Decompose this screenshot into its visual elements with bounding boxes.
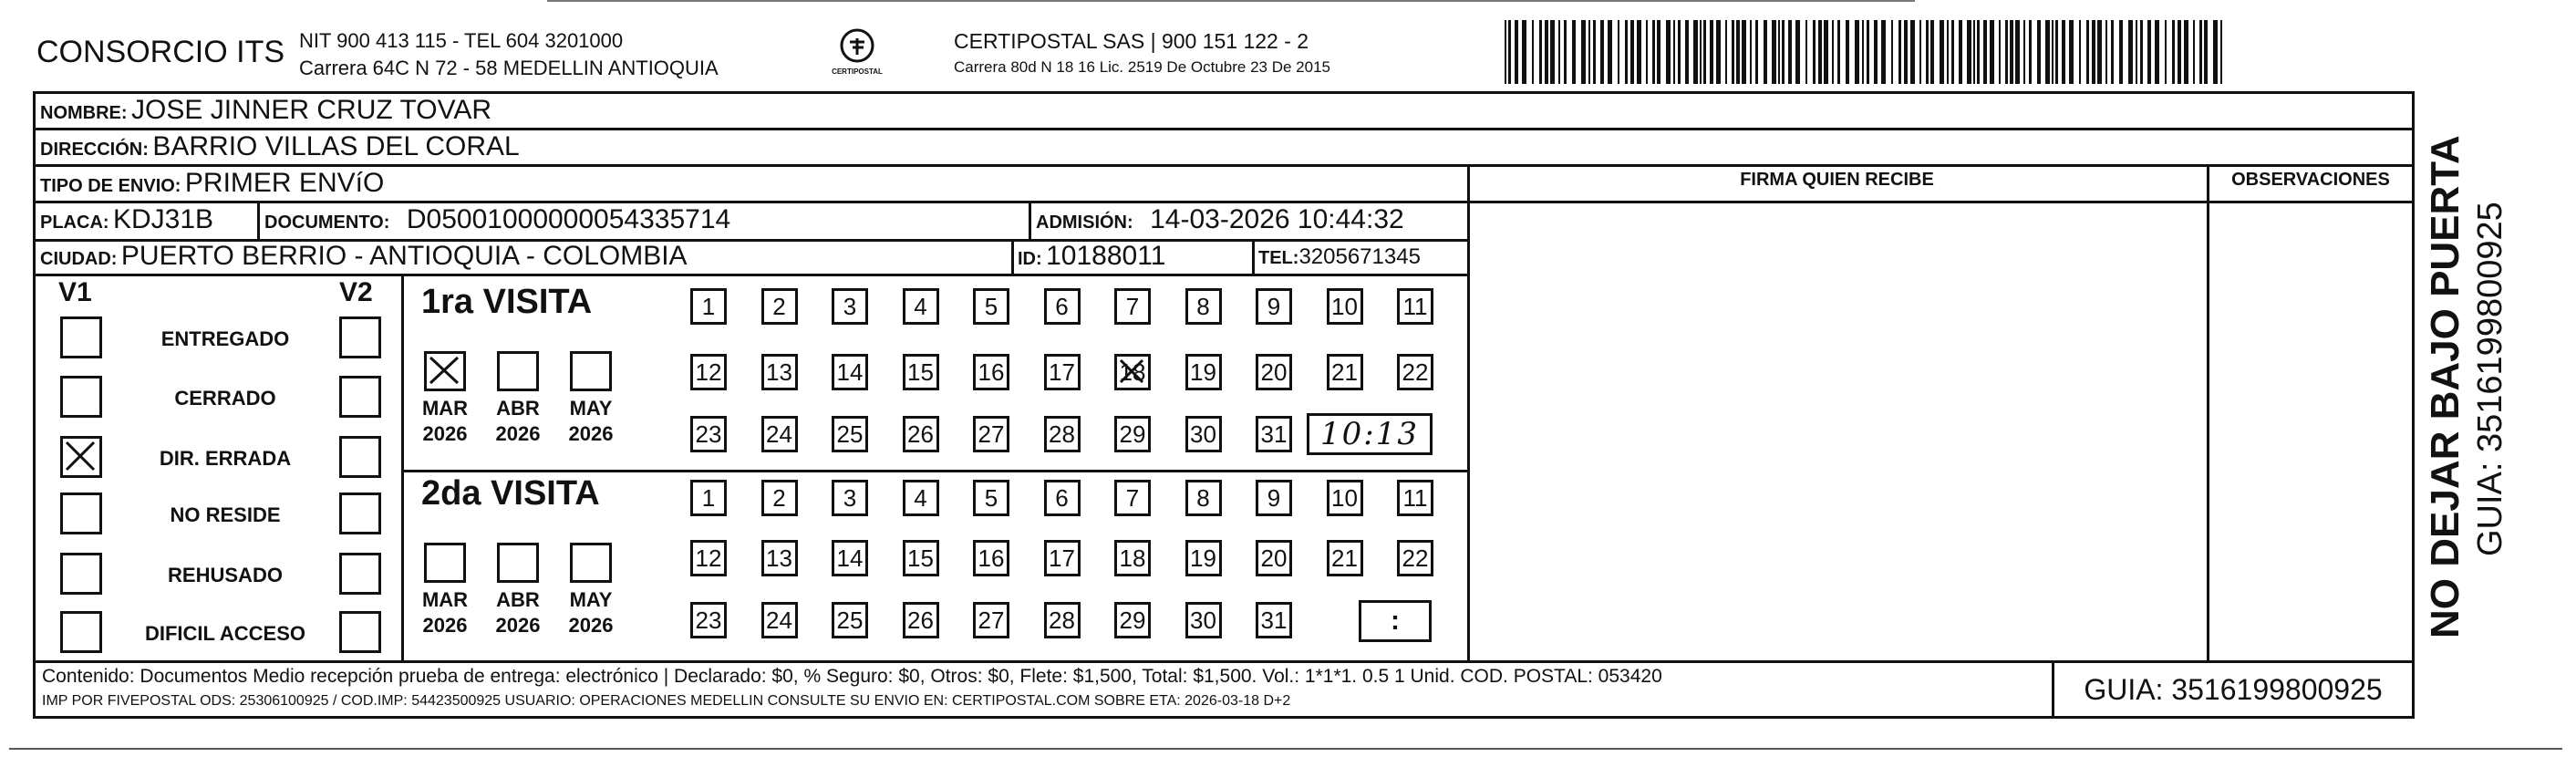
- day-box[interactable]: 9: [1256, 480, 1292, 516]
- day-box[interactable]: 25: [832, 602, 868, 638]
- day-box[interactable]: 30: [1185, 602, 1222, 638]
- day-box[interactable]: 10: [1327, 288, 1363, 325]
- month-label: MAR: [421, 397, 469, 420]
- direccion-row: [40, 131, 520, 162]
- month-year: 2026: [495, 614, 541, 637]
- month-checkbox[interactable]: [497, 351, 539, 391]
- day-box[interactable]: 6: [1044, 480, 1081, 516]
- day-box[interactable]: 12: [690, 540, 727, 576]
- month-label: MAY: [569, 588, 613, 611]
- day-box[interactable]: 30: [1185, 416, 1222, 452]
- day-box[interactable]: 26: [903, 416, 939, 452]
- month-checkbox[interactable]: [424, 543, 466, 583]
- month-year: 2026: [422, 614, 468, 637]
- logo-wordmark: CERTIPOSTAL: [832, 67, 883, 76]
- day-box[interactable]: 2: [761, 288, 798, 325]
- day-box[interactable]: 22: [1397, 354, 1433, 390]
- admision-label: ADMISIÓN:: [1036, 213, 1133, 233]
- day-box[interactable]: 29: [1114, 416, 1151, 452]
- day-box[interactable]: 28: [1044, 416, 1081, 452]
- v1-label: V1: [58, 277, 92, 307]
- documento-cell: [264, 204, 730, 235]
- v1-checkbox[interactable]: [60, 436, 102, 478]
- month-year: 2026: [422, 422, 468, 445]
- ciudad-label: CIUDAD:: [40, 249, 118, 269]
- day-box[interactable]: 28: [1044, 602, 1081, 638]
- day-box[interactable]: 1: [690, 288, 727, 325]
- company-name: CONSORCIO ITS: [36, 35, 285, 69]
- direccion-value: BARRIO VILLAS DEL CORAL: [152, 131, 520, 161]
- status-label: CERRADO: [174, 387, 276, 410]
- day-box[interactable]: 4: [903, 288, 939, 325]
- side-guia: GUIA: 3516199800925: [2471, 202, 2509, 556]
- month-year: 2026: [495, 422, 541, 445]
- v2-checkbox[interactable]: [339, 611, 381, 653]
- company-address: Carrera 64C N 72 - 58 MEDELLIN ANTIOQUIA: [299, 57, 719, 79]
- day-box[interactable]: 24: [761, 416, 798, 452]
- day-box[interactable]: 1: [690, 480, 727, 516]
- day-box[interactable]: 7: [1114, 480, 1151, 516]
- month-label: MAY: [569, 397, 613, 420]
- tipo-envio-label: TIPO DE ENVIO:: [40, 176, 181, 196]
- v1-checkbox[interactable]: [60, 376, 102, 418]
- status-label: ENTREGADO: [160, 327, 290, 350]
- id-value: 10188011: [1046, 241, 1166, 271]
- day-box[interactable]: 26: [903, 602, 939, 638]
- day-box[interactable]: 2: [761, 480, 798, 516]
- day-box[interactable]: 11: [1397, 480, 1433, 516]
- certipostal-logo: [825, 26, 889, 82]
- v2-checkbox[interactable]: [339, 436, 381, 478]
- day-box[interactable]: 17: [1044, 540, 1081, 576]
- tel-cell: [1258, 244, 1421, 270]
- day-box[interactable]: 23: [690, 602, 727, 638]
- direccion-label: DIRECCIÓN:: [40, 140, 149, 160]
- day-box[interactable]: 3: [832, 288, 868, 325]
- scan-frame-bottom: [9, 748, 2562, 750]
- firma-header: FIRMA QUIEN RECIBE: [1740, 170, 1934, 190]
- month-year: 2026: [568, 422, 614, 445]
- month-label: ABR: [496, 397, 540, 420]
- month-checkbox[interactable]: [497, 543, 539, 583]
- month-checkbox[interactable]: [424, 351, 466, 391]
- day-box[interactable]: 14: [832, 540, 868, 576]
- day-box[interactable]: 7: [1114, 288, 1151, 325]
- v2-checkbox[interactable]: [339, 493, 381, 534]
- month-checkbox[interactable]: [570, 543, 612, 583]
- day-box[interactable]: 5: [973, 480, 1009, 516]
- v1-checkbox[interactable]: [60, 553, 102, 595]
- day-box[interactable]: 20: [1256, 540, 1292, 576]
- day-box[interactable]: 16: [973, 540, 1009, 576]
- month-year: 2026: [568, 614, 614, 637]
- nombre-label: NOMBRE:: [40, 103, 128, 123]
- v2-checkbox[interactable]: [339, 316, 381, 358]
- nombre-row: [40, 95, 491, 126]
- status-label: NO RESIDE: [170, 503, 281, 526]
- day-box[interactable]: 20: [1256, 354, 1292, 390]
- day-box[interactable]: 16: [973, 354, 1009, 390]
- id-cell: [1018, 241, 1165, 272]
- footer-guia: GUIA: 3516199800925: [2084, 673, 2383, 706]
- day-box[interactable]: 21: [1327, 540, 1363, 576]
- day-box[interactable]: 27: [973, 602, 1009, 638]
- side-notice: NO DEJAR BAJO PUERTA: [2423, 135, 2467, 638]
- day-box[interactable]: 17: [1044, 354, 1081, 390]
- month-label: MAR: [421, 588, 469, 611]
- carrier-name: CERTIPOSTAL SAS | 900 151 122 - 2: [954, 29, 1309, 53]
- day-box[interactable]: 13: [761, 354, 798, 390]
- barcode: [1505, 20, 2234, 84]
- visit1-time: 10:13: [1320, 416, 1419, 452]
- tel-value: 3205671345: [1298, 244, 1421, 269]
- day-box[interactable]: 12: [690, 354, 727, 390]
- tipo-envio-value: PRIMER ENVíO: [184, 168, 385, 198]
- admision-value: 14-03-2026 10:44:32: [1150, 204, 1404, 234]
- footer-contents: Contenido: Documentos Medio recepción prueba de entrega: electrónico | Declarado: $0, % Seguro: $0, Otros: $0, Flete: $1,500, Total: $1,500. Vol.: 1*1*1. 0.5 1 Unid. COD. POSTAL: 053420: [42, 666, 1662, 687]
- day-box[interactable]: 15: [903, 540, 939, 576]
- month-checkbox[interactable]: [570, 351, 612, 391]
- day-box[interactable]: 10: [1327, 480, 1363, 516]
- visit1-title: 1ra VISITA: [421, 283, 593, 321]
- tipo-envio-row: [40, 168, 384, 199]
- observaciones-header: OBSERVACIONES: [2231, 170, 2390, 190]
- visit2-time-box[interactable]: [1359, 600, 1432, 642]
- day-box[interactable]: 24: [761, 602, 798, 638]
- day-box[interactable]: 3: [832, 480, 868, 516]
- carrier-address: Carrera 80d N 18 16 Lic. 2519 De Octubre 23 De 2015: [954, 58, 1330, 76]
- v2-label: V2: [339, 277, 373, 307]
- placa-cell: [40, 204, 213, 235]
- admision-cell: [1036, 204, 1404, 235]
- placa-value: KDJ31B: [113, 204, 214, 234]
- visit2-time: :: [1391, 606, 1400, 636]
- day-box[interactable]: 6: [1044, 288, 1081, 325]
- status-label: DIR. ERRADA: [159, 447, 292, 470]
- day-box[interactable]: 11: [1397, 288, 1433, 325]
- day-box[interactable]: 8: [1185, 288, 1222, 325]
- tel-label: TEL:: [1258, 248, 1299, 268]
- nombre-value: JOSE JINNER CRUZ TOVAR: [131, 95, 492, 125]
- day-box[interactable]: 21: [1327, 354, 1363, 390]
- v2-checkbox[interactable]: [339, 376, 381, 418]
- month-label: ABR: [496, 588, 540, 611]
- day-box[interactable]: 18: [1114, 540, 1151, 576]
- v1-checkbox[interactable]: [60, 493, 102, 534]
- day-box[interactable]: 5: [973, 288, 1009, 325]
- day-box[interactable]: 22: [1397, 540, 1433, 576]
- v1-checkbox[interactable]: [60, 316, 102, 358]
- day-box[interactable]: 18: [1114, 354, 1151, 390]
- day-box[interactable]: 4: [903, 480, 939, 516]
- id-label: ID:: [1018, 249, 1042, 269]
- visit2-title: 2da VISITA: [421, 474, 600, 513]
- day-box[interactable]: 23: [690, 416, 727, 452]
- documento-value: D05001000000054335714: [406, 204, 731, 234]
- day-box[interactable]: 13: [761, 540, 798, 576]
- status-label: REHUSADO: [168, 564, 283, 586]
- documento-label: DOCUMENTO:: [264, 213, 390, 233]
- day-box[interactable]: 9: [1256, 288, 1292, 325]
- day-box[interactable]: 29: [1114, 602, 1151, 638]
- day-box[interactable]: 31: [1256, 416, 1292, 452]
- day-box[interactable]: 15: [903, 354, 939, 390]
- ciudad-cell: [40, 241, 688, 272]
- day-box[interactable]: 25: [832, 416, 868, 452]
- status-label: DIFICIL ACCESO: [144, 622, 305, 645]
- day-box[interactable]: 27: [973, 416, 1009, 452]
- footer-imp-line: IMP POR FIVEPOSTAL ODS: 25306100925 / COD.IMP: 54423500925 USUARIO: OPERACIONES MEDELLIN CONSULTE SU ENVIO EN: CERTIPOSTAL.COM SOBRE ETA: 2026-03-18 D+2: [42, 693, 1291, 709]
- scan-frame-top: [547, 0, 1915, 2]
- day-box[interactable]: 8: [1185, 480, 1222, 516]
- v2-checkbox[interactable]: [339, 553, 381, 595]
- visit1-time-box[interactable]: [1307, 413, 1433, 455]
- day-box[interactable]: 31: [1256, 602, 1292, 638]
- day-box[interactable]: 19: [1185, 540, 1222, 576]
- day-box[interactable]: 19: [1185, 354, 1222, 390]
- v1-checkbox[interactable]: [60, 611, 102, 653]
- ciudad-value: PUERTO BERRIO - ANTIOQUIA - COLOMBIA: [120, 241, 688, 271]
- company-nit-tel: NIT 900 413 115 - TEL 604 3201000: [299, 29, 624, 52]
- day-box[interactable]: 14: [832, 354, 868, 390]
- placa-label: PLACA:: [40, 213, 109, 233]
